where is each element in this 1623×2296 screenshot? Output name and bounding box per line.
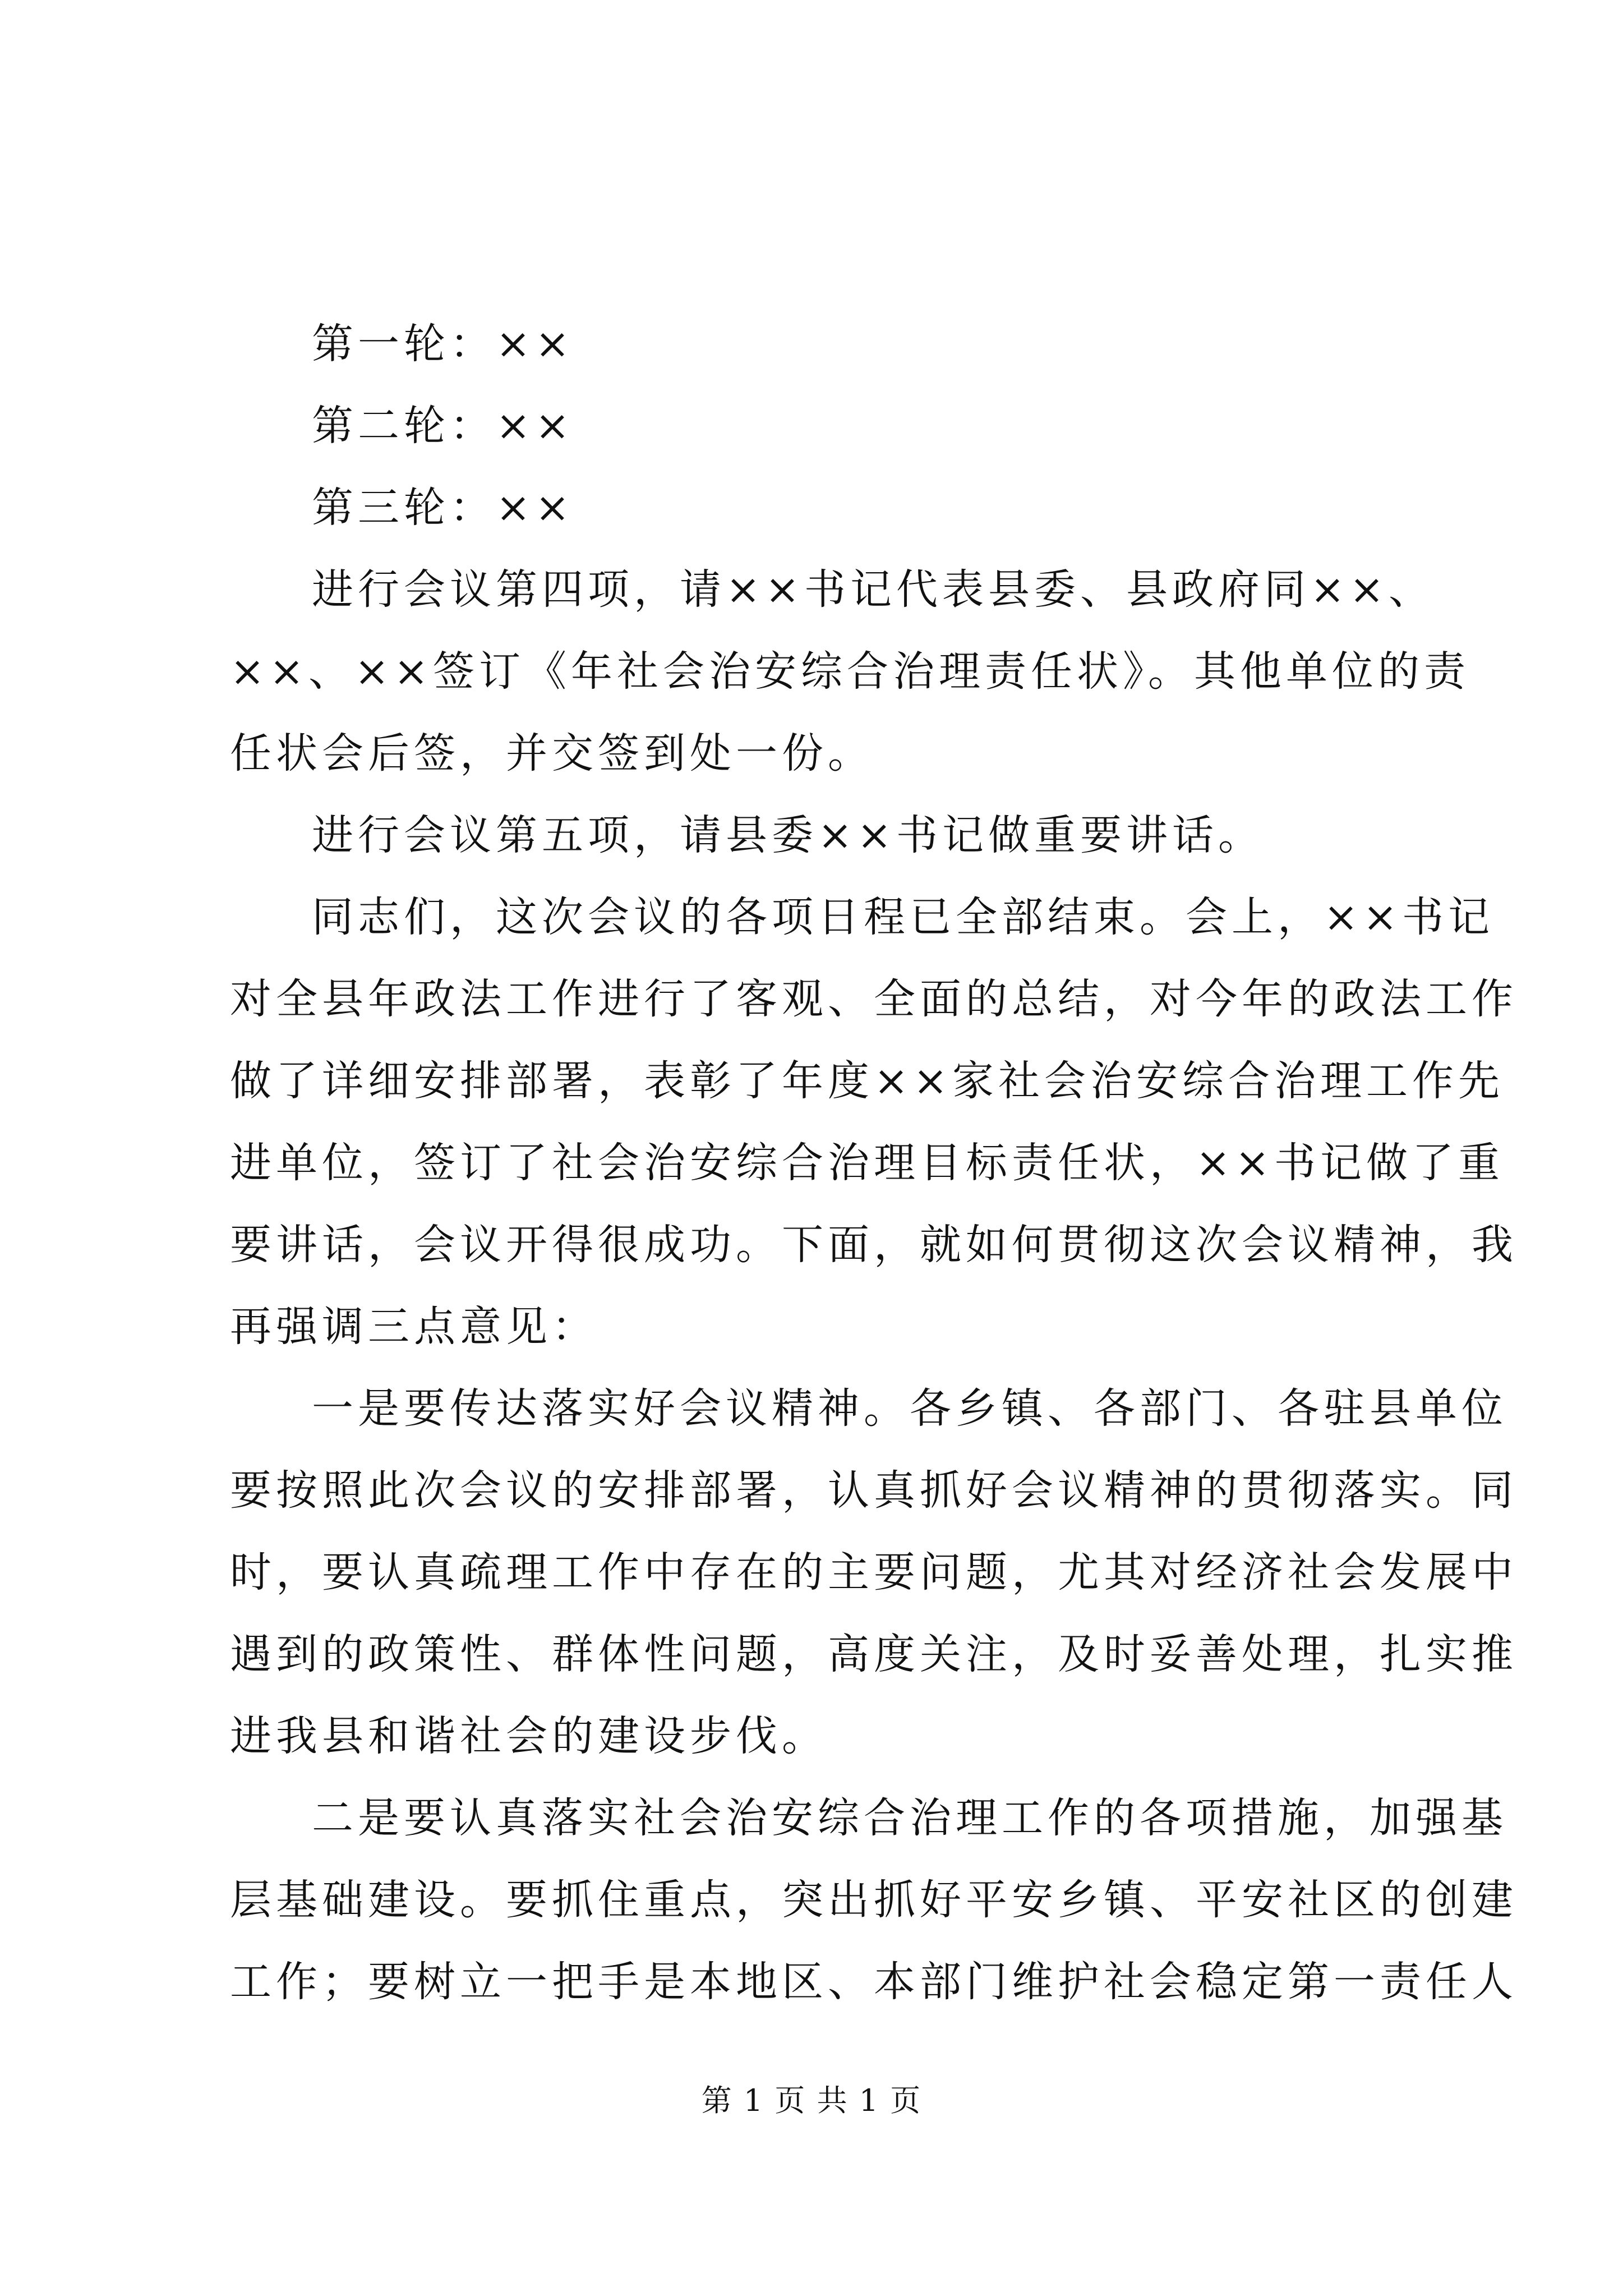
paragraph-line: 进我县和谐社会的建设步伐。 (230, 1712, 828, 1760)
paragraph-line: 遇到的政策性、群体性问题，高度关注，及时妥善处理，扎实推 (230, 1630, 1518, 1678)
paragraph-line: 二是要认真落实社会治安综合治理工作的各项措施，加强基 (312, 1794, 1507, 1842)
document-body (230, 303, 1518, 2023)
page-footer: 第 1 页 共 1 页 (701, 2083, 922, 2118)
paragraph-line: 做了详细安排部署，表彰了年度××家社会治安综合治理工作先 (230, 1057, 1505, 1105)
paragraph-line: 一是要传达落实好会议精神。各乡镇、各部门、各驻县单位 (312, 1384, 1507, 1433)
paragraph-line: 要讲话，会议开得很成功。下面，就如何贯彻这次会议精神，我 (230, 1221, 1518, 1269)
paragraph-line: 进行会议第四项，请××书记代表县委、县政府同××、 (312, 565, 1435, 614)
paragraph-line: 进单位，签订了社会治安综合治理目标责任状，××书记做了重 (230, 1139, 1505, 1187)
paragraph-line: 要按照此次会议的安排部署，认真抓好会议精神的贯彻落实。同 (230, 1466, 1518, 1515)
paragraph-line: 任状会后签，并交签到处一份。 (230, 729, 874, 777)
paragraph-line: ××、××签订《年社会治安综合治理责任状》。其他单位的责 (230, 647, 1470, 696)
paragraph-line: 同志们，这次会议的各项日程已全部结束。会上，××书记 (312, 893, 1495, 941)
round-one-line: 第一轮：×× (312, 320, 575, 368)
paragraph-line: 进行会议第五项，请县委××书记做重要讲话。 (312, 811, 1265, 859)
paragraph-line: 层基础建设。要抓住重点，突出抓好平安乡镇、平安社区的创建 (230, 1876, 1518, 1924)
paragraph-line: 对全县年政法工作进行了客观、全面的总结，对今年的政法工作 (230, 975, 1518, 1023)
paragraph-line: 再强调三点意见： (230, 1303, 598, 1351)
round-three-line: 第三轮：×× (312, 484, 575, 532)
paragraph-line: 时，要认真疏理工作中存在的主要问题，尤其对经济社会发展中 (230, 1548, 1518, 1596)
paragraph-line: 工作；要树立一把手是本地区、本部门维护社会稳定第一责任人 (230, 1958, 1518, 2006)
round-two-line: 第二轮：×× (312, 402, 575, 450)
